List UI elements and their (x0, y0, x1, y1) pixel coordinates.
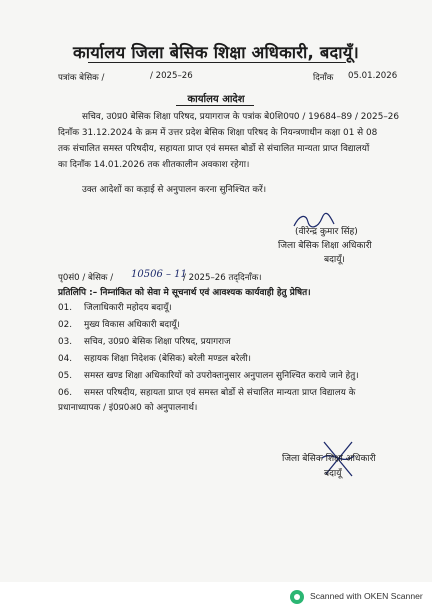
list-item: 01. जिलाधिकारी महोदय बदायूँ। (58, 303, 172, 313)
signatory-designation: जिला बेसिक शिक्षा अधिकारी (278, 241, 372, 251)
signatory-designation-2: जिला बेसिक शिक्षा अधिकारी (282, 454, 376, 464)
copy-ref-suffix: / 2025–26 तद्‌दिनाँक। (183, 273, 262, 283)
list-item: 02. मुख्य विकास अधिकारी बदायूँ। (58, 320, 180, 330)
order-heading: कार्यालय आदेश (187, 94, 245, 105)
para1-line1: सचिव, उ0प्र0 बेसिक शिक्षा परिषद, प्रयागराज के पत्रांक बे0शि0प0 / 19684–89 / 2025–26 (82, 112, 400, 122)
para2: उक्त आदेशों का कड़ाई से अनुपालन करना सुनिश्चित करें। (82, 185, 267, 195)
list-item: 06. समस्त परिषदीय, सहायता प्राप्त एवं समस्त बोर्डो से संचालित मान्यता प्राप्त विद्यालय के (58, 388, 356, 398)
para1-line4: का दिनाँक 14.01.2026 तक शीतकालीन अवकाश रहेगा। (58, 160, 250, 170)
signatory-name: (वीरेन्द्र कुमार सिंह) (295, 227, 358, 237)
para1-line3: तक संचालित समस्त परिषदीय, सहायता प्राप्त एवं समस्त बोर्डो से संचालित मान्यता प्राप्त विद्यालयों (58, 144, 370, 154)
reference-year: / 2025–26 (150, 71, 193, 81)
office-title: कार्यालय जिला बेसिक शिक्षा अधिकारी, बदायूँ। (73, 43, 359, 62)
scanner-logo-icon (290, 590, 304, 604)
signatory-place-2: बदायूँ (324, 469, 342, 479)
copy-ref-handwritten: 10506 – 11 (131, 269, 187, 280)
title-underline (88, 62, 346, 63)
heading-underline (176, 105, 254, 106)
date-value: 05.01.2026 (348, 71, 398, 81)
copy-ref-prefix: पृ0सं0 / बेसिक / (58, 273, 114, 283)
signatory-place: बदायूँ। (324, 255, 345, 265)
list-item: 04. सहायक शिक्षा निदेशक (बेसिक) बरेली मण्डल बरेली। (58, 354, 251, 364)
list-item: 03. सचिव, उ0प्र0 बेसिक शिक्षा परिषद, प्रयागराज (58, 337, 231, 347)
copy-to-line: प्रतिलिपि :– निम्नांकित को सेवा मे सूचनार्थ एवं आवश्यक कार्यवाही हेतु प्रेषित। (58, 288, 311, 298)
reference-label: पत्रांक बेसिक / (58, 73, 105, 83)
scanner-watermark-text: Scanned with OKEN Scanner (310, 591, 423, 601)
list-item: 05. समस्त खण्ड शिक्षा अधिकारियों को उपरोक्तानुसार अनुपालन सुनिश्चित कराये जाने हेतु। (58, 371, 359, 381)
date-label: दिनाँक (313, 73, 334, 83)
list-item-continuation: प्रधानाध्यापक / इं0प्र0अ0 को अनुपालनार्थ। (58, 403, 198, 413)
para1-line2: दिनाँक 31.12.2024 के क्रम में उत्तर प्रदेश बेसिक शिक्षा परिषद के नियन्त्रणाधीन कक्षा 01 से 08 (58, 128, 378, 138)
